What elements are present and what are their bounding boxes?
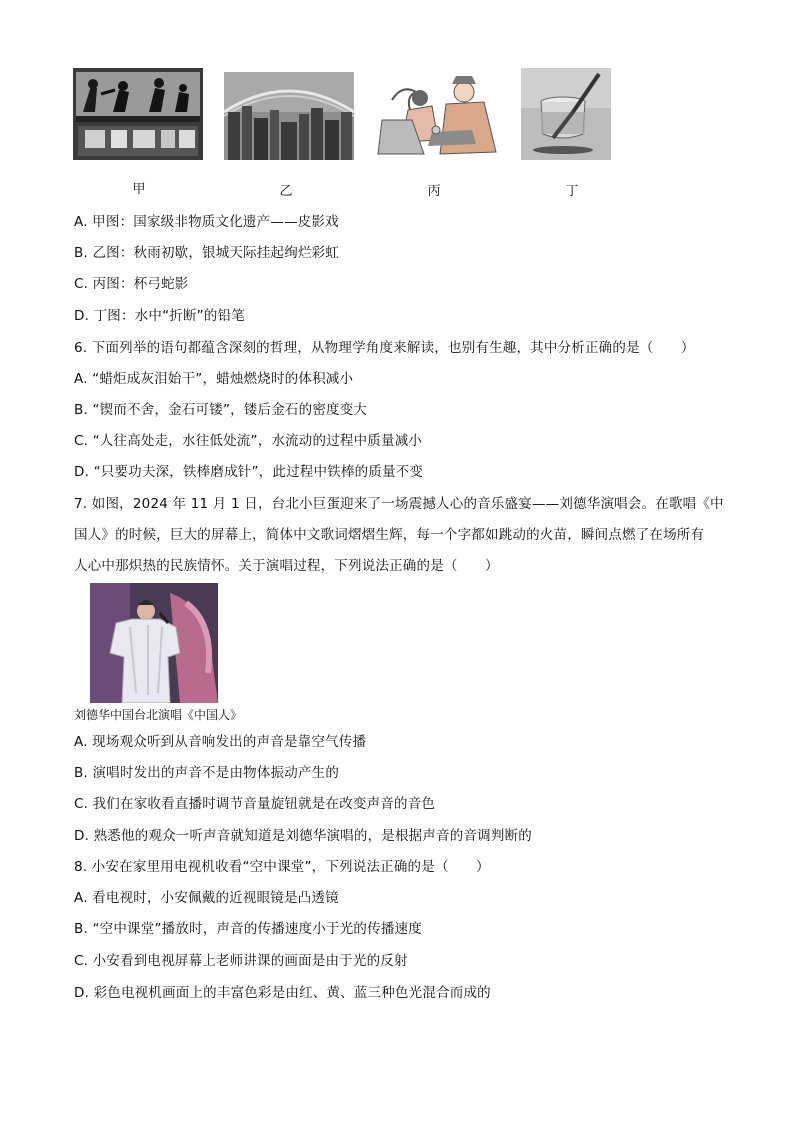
figure-ding-pencil-in-water [521, 68, 611, 160]
q6-option-b: B. “锲而不舍，金石可镂”，镂后金石的密度变大 [74, 402, 368, 418]
caption-jia: 甲 [132, 182, 146, 197]
concert-photo [90, 583, 218, 703]
q8-option-b: B. “空中课堂”播放时，声音的传播速度小于光的传播速度 [74, 921, 422, 937]
q7-stem-line-1: 7. 如图，2024 年 11 月 1 日，台北小巨蛋迎来了一场震撼人心的音乐盛宴——刘德华演唱会。在歌唱《中 [74, 496, 724, 512]
photo-caption: 刘德华中国台北演唱《中国人》 [74, 708, 243, 722]
q7-option-d: D. 熟悉他的观众一听声音就知道是刘德华演唱的，是根据声音的音调判断的 [74, 828, 532, 844]
q6-option-a: A. “蜡炬成灰泪始干”，蜡烛燃烧时的体积减小 [74, 371, 354, 387]
q7-option-c: C. 我们在家收看直播时调节音量旋钮就是在改变声音的音色 [74, 796, 436, 812]
q5-option-b: B. 乙图：秋雨初歇，银城天际挂起绚烂彩虹 [74, 245, 340, 261]
q5-option-d: D. 丁图：水中“折断”的铅笔 [74, 308, 245, 324]
q6-option-c: C. “人往高处走，水往低处流”，水流动的过程中质量减小 [74, 433, 423, 449]
q8-option-a: A. 看电视时，小安佩戴的近视眼镜是凸透镜 [74, 890, 339, 906]
figure-jia-shadow-puppets [73, 68, 203, 160]
q5-option-a: A. 甲图：国家级非物质文化遗产——皮影戏 [74, 214, 339, 230]
q8-option-c: C. 小安看到电视屏幕上老师讲课的画面是由于光的反射 [74, 953, 408, 969]
q7-stem-line-3: 人心中那炽热的民族情怀。关于演唱过程，下列说法正确的是（ ） [74, 558, 499, 574]
caption-bing: 丙 [427, 184, 441, 199]
q6-stem: 6. 下面列举的语句都蕴含深刻的哲理，从物理学角度来解读，也别有生趣，其中分析正确的是（ ） [74, 340, 695, 356]
q7-option-a: A. 现场观众听到从音响发出的声音是靠空气传播 [74, 734, 367, 750]
q6-option-d: D. “只要功夫深，铁棒磨成针”，此过程中铁棒的质量不变 [74, 464, 424, 480]
q8-stem: 8. 小安在家里用电视机收看“空中课堂”，下列说法正确的是（ ） [74, 859, 490, 875]
figure-bing-cup-bow-illustration [372, 70, 506, 160]
q7-option-b: B. 演唱时发出的声音不是由物体振动产生的 [74, 765, 340, 781]
caption-ding: 丁 [565, 184, 579, 199]
q5-option-c: C. 丙图：杯弓蛇影 [74, 276, 189, 292]
caption-yi: 乙 [279, 184, 293, 199]
q7-stem-line-2: 国人》的时候，巨大的屏幕上，简体中文歌词熠熠生辉，每一个字都如跳动的火苗，瞬间点燃了在场所有 [74, 527, 705, 543]
q8-option-d: D. 彩色电视机画面上的丰富色彩是由红、黄、蓝三种色光混合而成的 [74, 985, 491, 1001]
figure-yi-rainbow-city [224, 72, 354, 160]
